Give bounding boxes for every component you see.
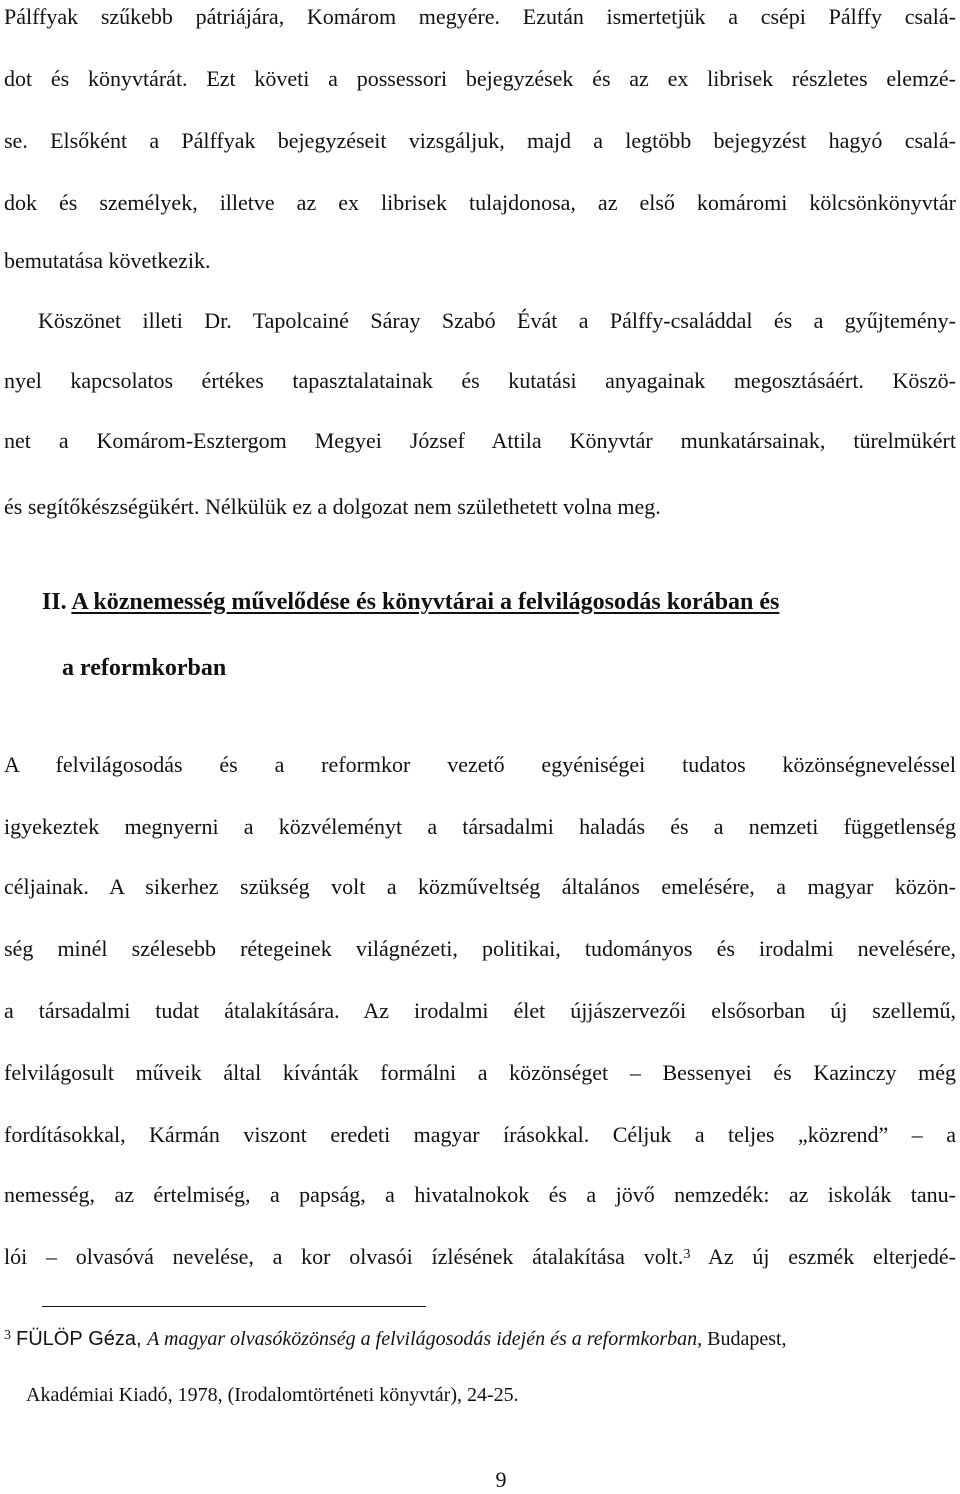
- text-line: a társadalmi tudat átalakítására. Az irodalmi élet újjászervezői elsősorban új szellemű,: [4, 998, 956, 1023]
- document-page: [4, 0, 956, 1494]
- text-line: Köszönet illeti Dr. Tapolcainé Sáray Szabó Évát a Pálffy-családdal és a gyűjtemény-: [38, 308, 956, 333]
- footnote-divider: [42, 1306, 426, 1307]
- text-line: igyekeztek megnyerni a közvéleményt a társadalmi haladás és a nemzeti függetlenség: [4, 814, 956, 839]
- text-line: céljainak. A sikerhez szükség volt a közműveltség általános emelésére, a magyar közön-: [4, 874, 956, 899]
- text-line: ség minél szélesebb rétegeinek világnézeti, politikai, tudományos és irodalmi nevelésére,: [4, 936, 956, 961]
- text-line: A felvilágosodás és a reformkor vezető egyéniségei tudatos közönségneveléssel: [4, 752, 956, 777]
- footnote-author-given: Géza,: [82, 1328, 148, 1350]
- footnote-reference[interactable]: 3: [683, 1247, 691, 1262]
- footnote-line2: Akadémiai Kiadó, 1978, (Irodalomtörténeti könyvtár), 24-25.: [26, 1384, 519, 1406]
- text-line: nyel kapcsolatos értékes tapasztalatainak és kutatási anyagainak megosztásáért. Köszö-: [4, 368, 956, 393]
- text-line: dot és könyvtárát. Ezt követi a possessori bejegyzések és az ex librisek részletes elemzé-: [4, 66, 956, 91]
- text-line: net a Komárom-Esztergom Megyei József Attila Könyvtár munkatársainak, türelmükért: [4, 428, 956, 453]
- text-line: nemesség, az értelmiség, a papság, a hivatalnokok és a jövő nemzedék: az iskolák tanu-: [4, 1182, 956, 1207]
- text-line: dok és személyek, illetve az ex librisek tulajdonosa, az első komáromi kölcsönkönyvtár: [4, 190, 956, 215]
- text-segment: lói – olvasóvá nevelése, a kor olvasói ízlésének átalakítása volt.: [4, 1244, 684, 1269]
- page-number: 9: [495, 1467, 507, 1492]
- text-segment: Az új eszmék elterjedé-: [690, 1244, 956, 1269]
- footnote-author-surname: FÜLÖP: [16, 1328, 83, 1350]
- text-line: bemutatása következik.: [4, 248, 211, 273]
- heading-title-line2: a reformkorban: [62, 655, 227, 681]
- text-line: [4, 1242, 956, 1272]
- footnote-place: , Budapest,: [697, 1328, 787, 1350]
- text-line: se. Elsőként a Pálffyak bejegyzéseit vizsgáljuk, majd a legtöbb bejegyzést hagyó csalá-: [4, 128, 956, 153]
- text-line: fordításokkal, Kármán viszont eredeti magyar írásokkal. Céljuk a teljes „közrend” – a: [4, 1122, 956, 1147]
- footnote-marker: 3: [4, 1328, 11, 1343]
- footnote-title: A magyar olvasóközönség a felvilágosodás idején és a reformkorban: [147, 1328, 698, 1350]
- heading-number: II.: [42, 589, 67, 615]
- text-line: felvilágosult műveik által kívánták formálni a közönséget – Bessenyei és Kazinczy még: [4, 1060, 956, 1085]
- text-line: és segítőkészségükért. Nélkülük ez a dolgozat nem születhetett volna meg.: [4, 494, 661, 519]
- text-line: Pálffyak szűkebb pátriájára, Komárom megyére. Ezután ismertetjük a csépi Pálffy csalá-: [4, 4, 956, 29]
- heading-title-line1: A köznemesség művelődése és könyvtárai a felvilágosodás korában és: [71, 589, 780, 615]
